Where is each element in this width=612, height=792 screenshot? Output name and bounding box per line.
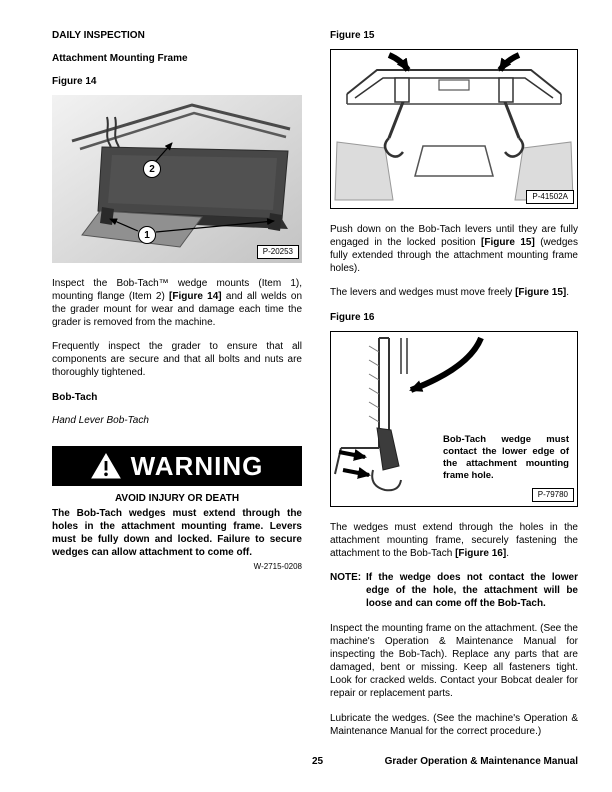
figure-14-illustration [52,95,302,263]
warning-banner [52,446,302,486]
figure-16-inline-label: Bob-Tach wedge must contact the lower edge of the attachment mounting frame hole. [443,434,569,481]
note-block [330,571,578,610]
right-column [330,30,578,749]
figure-14-callout-2: 2 [143,160,161,178]
paragraph-text: . [566,287,569,298]
figure-15-caption: Figure 15 [330,30,375,41]
paragraph-inspect-mounting-frame: Inspect the mounting frame on the attachment. (See the machine's Operation & Maintenance Manual for inspecting the Bob-Tach). Replace any parts that are damaged, bent or missing. Keep all fasteners tight. Look for cracked welds. Contact your Bobcat dealer for repair or replacement parts. [330,623,578,699]
warning-box [52,446,302,571]
figure-15-photo-code: P-41502A [526,190,574,204]
figure-15 [330,49,578,209]
warning-triangle-icon [91,453,121,480]
figure-16-photo-code: P-79780 [532,488,574,502]
subheading-hand-lever-bobtach: Hand Lever Bob-Tach [52,415,149,426]
figure-14-caption: Figure 14 [52,76,97,87]
paragraph-text: and all welds on the grader mount for wear and damage each time the grader is removed from the machine. [52,291,303,328]
figure-16-reference: [Figure 16] [455,548,507,559]
paragraph-text: Push down on the Bob-Tach levers until they are fully engaged in the locked position [330,224,578,248]
paragraph-push-down-levers [330,223,578,275]
paragraph-levers-move-freely [330,286,578,299]
paragraph-text: The levers and wedges must move freely [330,287,516,298]
manual-title: Grader Operation & Maintenance Manual [384,756,578,767]
paragraph-text: (wedges fully extended through the attachment mounting frame holes). [330,237,578,274]
figure-15-illustration [331,50,577,208]
note-label: NOTE: [330,572,362,583]
paragraph-text: . [506,548,509,559]
figure-15-reference: [Figure 15] [515,287,567,298]
paragraph-wedges-extend [330,521,578,560]
paragraph-lubricate-wedges: Lubricate the wedges. (See the machine's Operation & Maintenance Manual for the correct procedure.) [330,713,578,737]
left-column [52,30,302,579]
paragraph-inspect-wedge-mounts [52,277,302,329]
paragraph-text: Inspect the Bob-Tach™ wedge mounts (Item 1), mounting flange (Item 2) [52,278,302,302]
note-body: If the wedge does not contact the lower edge of the hole, the attachment will be loose and can come off the Bob-Tach. [366,572,578,609]
figure-16 [330,331,578,507]
figure-16-caption: Figure 16 [330,312,375,323]
paragraph-text: The wedges must extend through the holes in the attachment mounting frame, securely fastening the attachment to the Bob-Tach [330,522,578,559]
warning-title: AVOID INJURY OR DEATH [114,493,240,504]
figure-14-reference: [Figure 14] [169,291,222,302]
warning-banner-label: WARNING [130,450,264,481]
subsection-heading-attachment-mounting-frame: Attachment Mounting Frame [52,53,188,64]
figure-14 [52,95,302,263]
figure-15-reference: [Figure 15] [481,237,535,248]
section-heading-daily-inspection: DAILY INSPECTION [52,30,145,41]
figure-14-photo-code: P-20253 [257,245,299,259]
figure-14-callout-1: 1 [138,226,156,244]
warning-body-text: The Bob-Tach wedges must extend through the holes in the attachment mounting frame. Levers must be fully down and locked. Failure to secure wedges can allow attachment to come off. [52,508,302,558]
page-number: 25 [312,756,324,767]
subsection-heading-bobtach: Bob-Tach [52,392,98,403]
warning-code: W-2715-0208 [253,562,302,571]
paragraph-frequent-inspection: Frequently inspect the grader to ensure that all components are secure and that all bolts and nuts are thoroughly tightened. [52,341,302,378]
